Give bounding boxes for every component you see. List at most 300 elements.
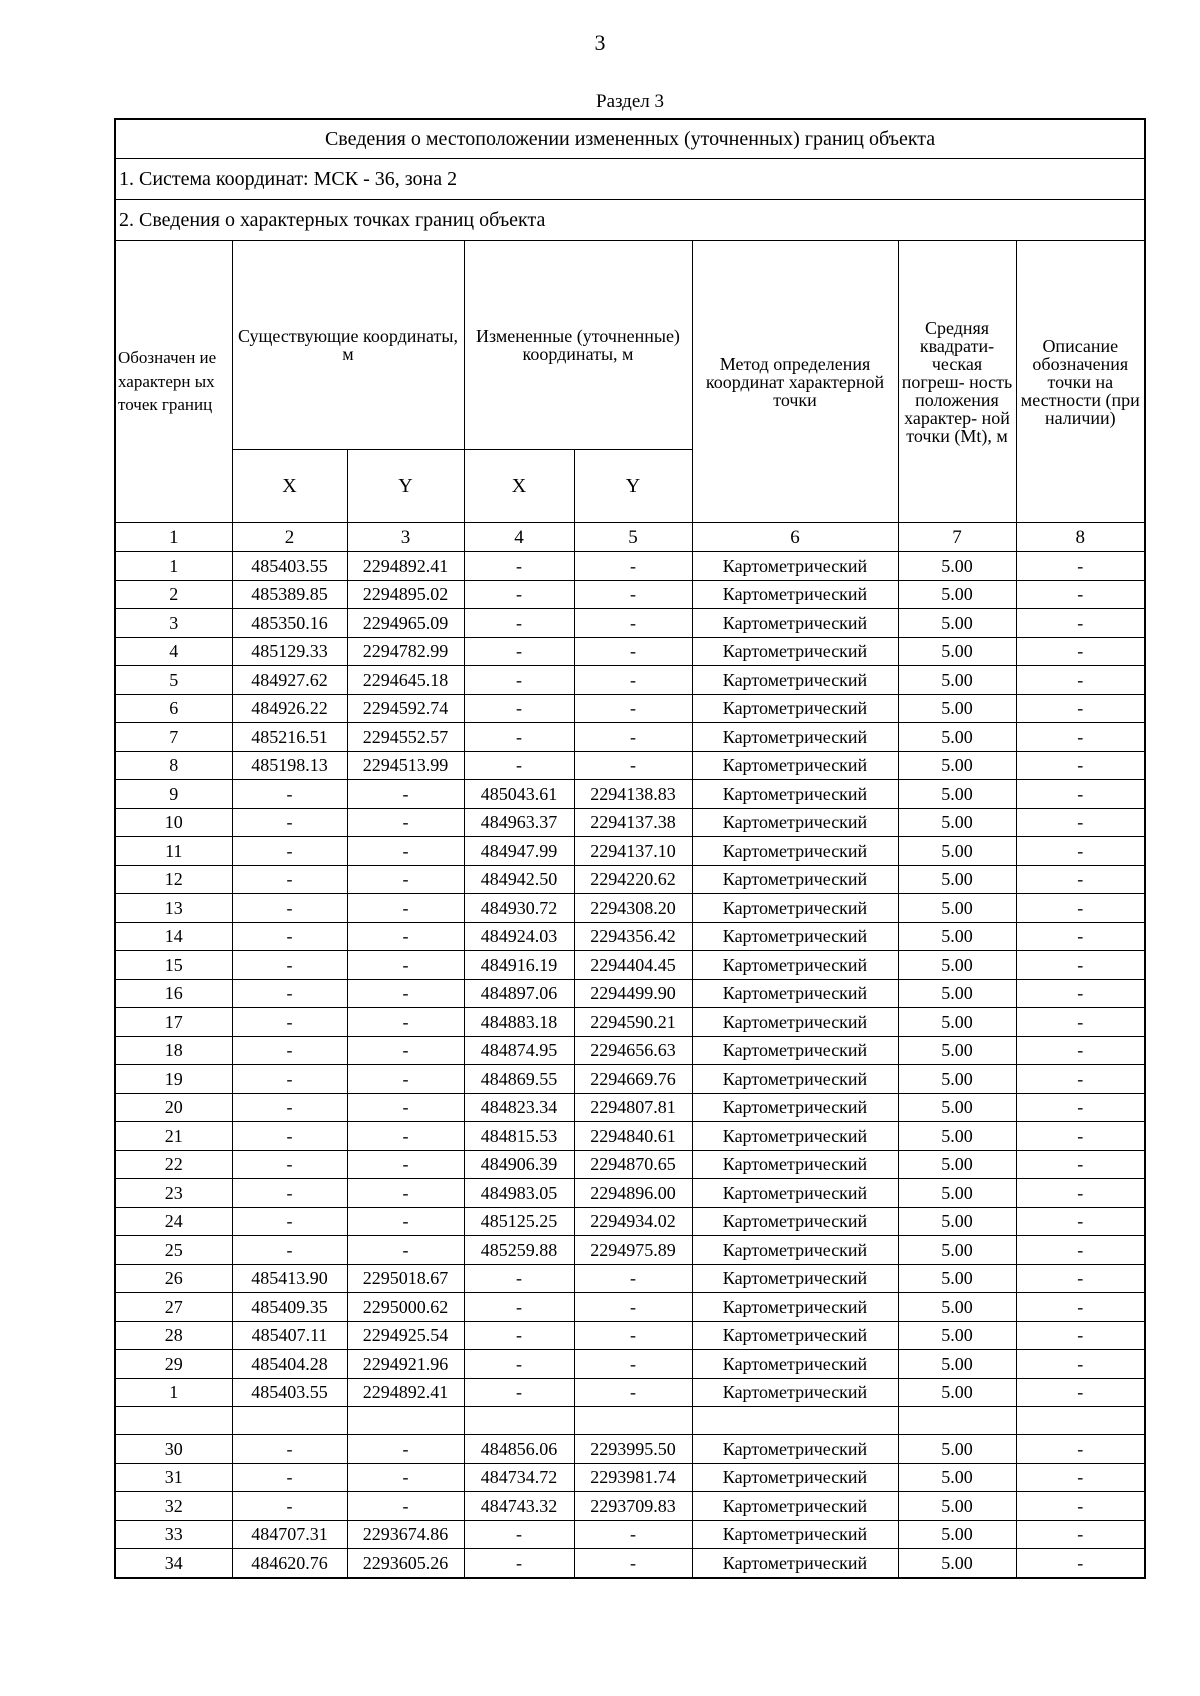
existing-x-cell: - [232,1492,347,1521]
changed-x-cell: 484897.06 [464,979,574,1008]
existing-x-cell: 484926.22 [232,694,347,723]
error-cell: 5.00 [898,1492,1016,1521]
error-cell: 5.00 [898,609,1016,638]
changed-x-cell: 484815.53 [464,1122,574,1151]
description-cell: - [1016,894,1145,923]
method-cell: Картометрический [692,922,898,951]
point-designation-cell: 26 [115,1264,232,1293]
error-cell: 5.00 [898,1321,1016,1350]
changed-x-cell: 484947.99 [464,837,574,866]
description-cell: - [1016,1549,1145,1578]
description-cell: - [1016,1350,1145,1379]
point-designation-cell: 23 [115,1179,232,1208]
point-designation-cell: 12 [115,865,232,894]
changed-y-cell: - [574,1321,692,1350]
point-designation-cell: 10 [115,808,232,837]
changed-x-cell: - [464,609,574,638]
changed-x-cell: - [464,694,574,723]
method-cell: Картометрический [692,1321,898,1350]
existing-y-cell: - [347,1435,464,1464]
changed-y-cell: 2294220.62 [574,865,692,894]
existing-y-cell: - [347,1036,464,1065]
changed-y-cell: - [574,751,692,780]
table-row [115,837,1145,866]
existing-x-cell: - [232,1463,347,1492]
changed-x-cell: - [464,1321,574,1350]
point-designation-cell: 28 [115,1321,232,1350]
changed-x-cell: - [464,552,574,581]
changed-y-cell: 2294404.45 [574,951,692,980]
column-number: 8 [1016,523,1145,552]
error-cell: 5.00 [898,1378,1016,1407]
column-number: 1 [115,523,232,552]
changed-y-cell: - [574,1293,692,1322]
empty-cell [115,1407,232,1435]
existing-y-cell: 2294592.74 [347,694,464,723]
changed-x-cell: 484930.72 [464,894,574,923]
description-cell: - [1016,1520,1145,1549]
point-designation-cell: 14 [115,922,232,951]
table-row [115,1065,1145,1094]
table-row [115,1321,1145,1350]
method-cell: Картометрический [692,1264,898,1293]
changed-y-cell: 2294138.83 [574,780,692,809]
changed-y-cell: - [574,609,692,638]
existing-x-cell: - [232,1236,347,1265]
table-row [115,1207,1145,1236]
method-cell: Картометрический [692,1150,898,1179]
description-cell: - [1016,751,1145,780]
changed-y-cell: - [574,666,692,695]
changed-x-cell: - [464,1264,574,1293]
method-cell: Картометрический [692,837,898,866]
point-designation-cell: 13 [115,894,232,923]
table-row [115,979,1145,1008]
changed-y-cell: 2294896.00 [574,1179,692,1208]
coord-system-line: 1. Система координат: МСК - 36, зона 2 [115,159,1145,200]
existing-x-cell: - [232,1036,347,1065]
point-designation-cell: 17 [115,1008,232,1037]
description-cell: - [1016,1122,1145,1151]
error-cell: 5.00 [898,780,1016,809]
empty-cell [1016,1407,1145,1435]
changed-x-cell: - [464,1350,574,1379]
existing-x-cell: 485407.11 [232,1321,347,1350]
existing-x-cell: - [232,922,347,951]
existing-y-cell: 2295000.62 [347,1293,464,1322]
method-cell: Картометрический [692,1492,898,1521]
point-designation-cell: 18 [115,1036,232,1065]
method-cell: Картометрический [692,1350,898,1379]
changed-y-cell: - [574,723,692,752]
description-cell: - [1016,979,1145,1008]
point-designation-cell: 8 [115,751,232,780]
changed-x-cell: - [464,723,574,752]
changed-x-cell: 484942.50 [464,865,574,894]
error-cell: 5.00 [898,1264,1016,1293]
point-designation-cell: 7 [115,723,232,752]
table-row [115,1463,1145,1492]
description-cell: - [1016,1463,1145,1492]
error-cell: 5.00 [898,751,1016,780]
header-method: Метод определения координат характерной точки [692,241,898,523]
point-designation-cell: 1 [115,552,232,581]
description-cell: - [1016,1378,1145,1407]
changed-x-cell: - [464,1549,574,1578]
changed-y-cell: 2294356.42 [574,922,692,951]
existing-y-cell: 2294645.18 [347,666,464,695]
method-cell: Картометрический [692,1435,898,1464]
existing-x-cell: - [232,1207,347,1236]
changed-y-cell: 2294590.21 [574,1008,692,1037]
existing-y-cell: 2295018.67 [347,1264,464,1293]
existing-y-cell: - [347,1207,464,1236]
existing-y-cell: - [347,837,464,866]
existing-y-cell: - [347,979,464,1008]
changed-y-cell: - [574,552,692,581]
existing-x-cell: 484707.31 [232,1520,347,1549]
changed-x-cell: - [464,637,574,666]
method-cell: Картометрический [692,1520,898,1549]
existing-x-cell: 485129.33 [232,637,347,666]
point-designation-cell: 2 [115,580,232,609]
table-row [115,808,1145,837]
changed-y-cell: 2293995.50 [574,1435,692,1464]
point-designation-cell: 32 [115,1492,232,1521]
description-cell: - [1016,808,1145,837]
description-cell: - [1016,637,1145,666]
table-row [115,1435,1145,1464]
method-cell: Картометрический [692,1207,898,1236]
changed-x-cell: - [464,666,574,695]
description-cell: - [1016,694,1145,723]
existing-y-cell: - [347,1122,464,1151]
point-designation-cell: 16 [115,979,232,1008]
point-designation-cell: 22 [115,1150,232,1179]
point-designation-cell: 9 [115,780,232,809]
existing-y-cell: - [347,922,464,951]
existing-x-cell: - [232,1122,347,1151]
header-description: Описание обозначения точки на местности (при наличии) [1016,241,1145,523]
empty-cell [232,1407,347,1435]
existing-x-cell: 485409.35 [232,1293,347,1322]
error-cell: 5.00 [898,1435,1016,1464]
header-existing-coords: Существующие координаты, м [232,241,464,450]
description-cell: - [1016,1236,1145,1265]
error-cell: 5.00 [898,637,1016,666]
table-row [115,723,1145,752]
changed-y-cell: 2294499.90 [574,979,692,1008]
method-cell: Картометрический [692,1065,898,1094]
existing-y-cell: - [347,865,464,894]
description-cell: - [1016,580,1145,609]
existing-x-cell: - [232,1179,347,1208]
changed-x-cell: 484906.39 [464,1150,574,1179]
existing-x-cell: - [232,808,347,837]
error-cell: 5.00 [898,837,1016,866]
point-designation-cell: 1 [115,1378,232,1407]
error-cell: 5.00 [898,979,1016,1008]
point-designation-cell: 30 [115,1435,232,1464]
point-designation-cell: 6 [115,694,232,723]
description-cell: - [1016,1264,1145,1293]
existing-x-cell: 485403.55 [232,552,347,581]
description-cell: - [1016,1150,1145,1179]
existing-x-cell: - [232,865,347,894]
empty-cell [464,1407,574,1435]
column-number: 2 [232,523,347,552]
table-row [115,1093,1145,1122]
existing-x-cell: - [232,780,347,809]
header-changed-x: X [464,450,574,523]
changed-y-cell: - [574,1350,692,1379]
method-cell: Картометрический [692,637,898,666]
error-cell: 5.00 [898,1036,1016,1065]
description-cell: - [1016,780,1145,809]
changed-y-cell: - [574,1378,692,1407]
changed-y-cell: - [574,694,692,723]
header-changed-y: Y [574,450,692,523]
error-cell: 5.00 [898,1549,1016,1578]
existing-x-cell: - [232,1065,347,1094]
existing-y-cell: 2294892.41 [347,1378,464,1407]
changed-y-cell: 2294934.02 [574,1207,692,1236]
description-cell: - [1016,1179,1145,1208]
changed-x-cell: - [464,1293,574,1322]
changed-x-cell: 485125.25 [464,1207,574,1236]
method-cell: Картометрический [692,666,898,695]
changed-x-cell: - [464,1520,574,1549]
column-number: 5 [574,523,692,552]
table-row [115,1122,1145,1151]
existing-y-cell: 2294925.54 [347,1321,464,1350]
existing-y-cell: 2293674.86 [347,1520,464,1549]
existing-y-cell: - [347,1492,464,1521]
column-number: 6 [692,523,898,552]
error-cell: 5.00 [898,1207,1016,1236]
error-cell: 5.00 [898,1350,1016,1379]
existing-y-cell: 2294552.57 [347,723,464,752]
changed-x-cell: 484883.18 [464,1008,574,1037]
table-row [115,951,1145,980]
existing-y-cell: 2293605.26 [347,1549,464,1578]
table-row [115,1036,1145,1065]
error-cell: 5.00 [898,951,1016,980]
existing-y-cell: - [347,780,464,809]
column-numbers-row [115,523,1145,552]
table-row [115,694,1145,723]
method-cell: Картометрический [692,1093,898,1122]
method-cell: Картометрический [692,1378,898,1407]
method-cell: Картометрический [692,609,898,638]
table-row [115,894,1145,923]
description-cell: - [1016,1093,1145,1122]
description-cell: - [1016,1065,1145,1094]
error-cell: 5.00 [898,1463,1016,1492]
error-cell: 5.00 [898,1179,1016,1208]
existing-x-cell: 484927.62 [232,666,347,695]
point-designation-cell: 5 [115,666,232,695]
error-cell: 5.00 [898,666,1016,695]
table-row [115,1264,1145,1293]
changed-x-cell: 484874.95 [464,1036,574,1065]
description-cell: - [1016,1435,1145,1464]
existing-x-cell: 485198.13 [232,751,347,780]
changed-y-cell: 2294870.65 [574,1150,692,1179]
separator-row [115,1407,1145,1435]
changed-x-cell: 485043.61 [464,780,574,809]
error-cell: 5.00 [898,552,1016,581]
table-row [115,637,1145,666]
error-cell: 5.00 [898,922,1016,951]
changed-x-cell: 484924.03 [464,922,574,951]
error-cell: 5.00 [898,1122,1016,1151]
existing-y-cell: 2294965.09 [347,609,464,638]
description-cell: - [1016,1321,1145,1350]
changed-y-cell: 2293981.74 [574,1463,692,1492]
description-cell: - [1016,723,1145,752]
error-cell: 5.00 [898,1093,1016,1122]
existing-x-cell: 484620.76 [232,1549,347,1578]
method-cell: Картометрический [692,1236,898,1265]
description-cell: - [1016,666,1145,695]
table-row [115,666,1145,695]
method-cell: Картометрический [692,1293,898,1322]
existing-x-cell: - [232,1150,347,1179]
changed-x-cell: 484734.72 [464,1463,574,1492]
table-row [115,1150,1145,1179]
page-number: 3 [594,30,606,55]
existing-y-cell: - [347,1463,464,1492]
changed-y-cell: - [574,580,692,609]
existing-y-cell: 2294892.41 [347,552,464,581]
existing-x-cell: - [232,979,347,1008]
changed-y-cell: 2294137.38 [574,808,692,837]
method-cell: Картометрический [692,780,898,809]
method-cell: Картометрический [692,979,898,1008]
changed-y-cell: - [574,1520,692,1549]
empty-cell [898,1407,1016,1435]
table-row [115,552,1145,581]
changed-x-cell: 484823.34 [464,1093,574,1122]
error-cell: 5.00 [898,580,1016,609]
description-cell: - [1016,1207,1145,1236]
existing-x-cell: - [232,837,347,866]
error-cell: 5.00 [898,1236,1016,1265]
existing-y-cell: 2294782.99 [347,637,464,666]
table-row [115,609,1145,638]
existing-y-cell: 2294921.96 [347,1350,464,1379]
table-caption: Сведения о местоположении измененных (уточненных) границ объекта [115,119,1145,159]
table-row [115,1008,1145,1037]
header-existing-x: X [232,450,347,523]
method-cell: Картометрический [692,1008,898,1037]
changed-y-cell: 2294137.10 [574,837,692,866]
method-cell: Картометрический [692,1122,898,1151]
coordinates-table [114,118,1146,1579]
method-cell: Картометрический [692,580,898,609]
error-cell: 5.00 [898,865,1016,894]
method-cell: Картометрический [692,951,898,980]
existing-y-cell: - [347,1179,464,1208]
description-cell: - [1016,1293,1145,1322]
header-error: Средняя квадрати- ческая погреш- ность положения характер- ной точки (Mt), м [898,241,1016,523]
existing-x-cell: - [232,894,347,923]
points-title-line: 2. Сведения о характерных точках границ объекта [115,200,1145,241]
method-cell: Картометрический [692,723,898,752]
point-designation-cell: 15 [115,951,232,980]
method-cell: Картометрический [692,552,898,581]
existing-y-cell: - [347,1093,464,1122]
changed-x-cell: 484856.06 [464,1435,574,1464]
description-cell: - [1016,837,1145,866]
point-designation-cell: 19 [115,1065,232,1094]
point-designation-cell: 24 [115,1207,232,1236]
point-designation-cell: 21 [115,1122,232,1151]
error-cell: 5.00 [898,694,1016,723]
existing-y-cell: - [347,951,464,980]
empty-cell [692,1407,898,1435]
existing-x-cell: 485389.85 [232,580,347,609]
error-cell: 5.00 [898,723,1016,752]
existing-x-cell: 485413.90 [232,1264,347,1293]
existing-y-cell: - [347,1008,464,1037]
header-existing-y: Y [347,450,464,523]
existing-x-cell: 485403.55 [232,1378,347,1407]
changed-y-cell: 2293709.83 [574,1492,692,1521]
table-row [115,1293,1145,1322]
method-cell: Картометрический [692,1463,898,1492]
existing-y-cell: - [347,894,464,923]
table-row [115,1492,1145,1521]
table-row [115,751,1145,780]
point-designation-cell: 31 [115,1463,232,1492]
existing-x-cell: 485404.28 [232,1350,347,1379]
changed-y-cell: 2294656.63 [574,1036,692,1065]
table-row [115,1520,1145,1549]
changed-y-cell: - [574,1264,692,1293]
error-cell: 5.00 [898,1293,1016,1322]
point-designation-cell: 29 [115,1350,232,1379]
changed-y-cell: - [574,1549,692,1578]
changed-y-cell: 2294975.89 [574,1236,692,1265]
table-row [115,1350,1145,1379]
error-cell: 5.00 [898,894,1016,923]
method-cell: Картометрический [692,1036,898,1065]
existing-x-cell: 485216.51 [232,723,347,752]
method-cell: Картометрический [692,1549,898,1578]
existing-x-cell: - [232,1008,347,1037]
changed-y-cell: - [574,637,692,666]
existing-x-cell: - [232,951,347,980]
method-cell: Картометрический [692,865,898,894]
changed-x-cell: 484916.19 [464,951,574,980]
method-cell: Картометрический [692,694,898,723]
existing-y-cell: 2294513.99 [347,751,464,780]
existing-x-cell: - [232,1435,347,1464]
changed-y-cell: 2294807.81 [574,1093,692,1122]
table-row [115,1179,1145,1208]
section-title: Раздел 3 [596,91,664,112]
table-row [115,580,1145,609]
description-cell: - [1016,1008,1145,1037]
changed-y-cell: 2294669.76 [574,1065,692,1094]
error-cell: 5.00 [898,1150,1016,1179]
changed-x-cell: - [464,580,574,609]
existing-y-cell: - [347,808,464,837]
changed-x-cell: 484983.05 [464,1179,574,1208]
point-designation-cell: 34 [115,1549,232,1578]
